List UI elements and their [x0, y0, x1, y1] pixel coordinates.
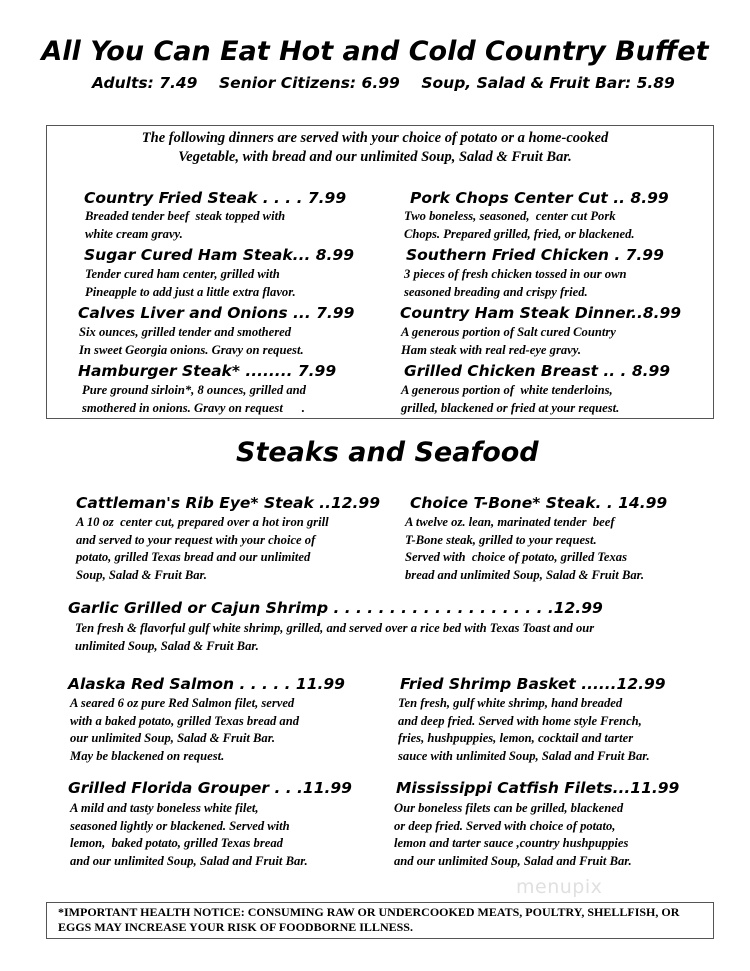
- menu-item-desc: A 10 oz center cut, prepared over a hot iron grill and served to your request with your choice of potato, grilled Texas bread and our unlimited Soup, Salad & Fruit Bar.: [76, 515, 329, 582]
- menu-item-desc: Ten fresh, gulf white shrimp, hand breaded and deep fried. Served with home style French, fries, hushpuppies, lemon, cocktail and tarter sauce with unlimited Soup, Salad and Fruit Bar.: [398, 696, 650, 763]
- menu-item-name: Grilled Chicken Breast .. . 8.99: [404, 362, 671, 380]
- dinners-intro-line2: Vegetable, with bread and our unlimited Soup, Salad & Fruit Bar.: [178, 149, 572, 165]
- menu-item-name: Sugar Cured Ham Steak... 8.99: [84, 246, 354, 264]
- price-line: Adults: 7.49 Senior Citizens: 6.99 Soup, Salad & Fruit Bar: 5.89: [92, 74, 675, 92]
- menu-item-name: Choice T-Bone* Steak. . 14.99: [410, 494, 668, 512]
- menu-item-desc: Pure ground sirloin*, 8 ounces, grilled and smothered in onions. Gravy on request .: [82, 383, 306, 415]
- menu-item-desc: A generous portion of white tenderloins, grilled, blackened or fried at your request.: [401, 383, 620, 415]
- menu-item-desc: A seared 6 oz pure Red Salmon filet, served with a baked potato, grilled Texas bread and our unlimited Soup, Salad & Fruit Bar. May be blackened on request.: [70, 696, 300, 763]
- menu-item-name: Garlic Grilled or Cajun Shrimp . . . . . . . . . . . . . . . . . . . .12.99: [68, 599, 603, 617]
- menupix-watermark: menupix: [516, 876, 603, 898]
- menu-item-desc: Ten fresh & flavorful gulf white shrimp, grilled, and served over a rice bed with Texas Toast and our unlimited Soup, Salad & Fruit Bar.: [75, 621, 595, 653]
- section-heading: Steaks and Seafood: [236, 437, 539, 468]
- menu-item-desc: A twelve oz. lean, marinated tender beef T-Bone steak, grilled to your request. Served with choice of potato, grilled Texas bread and unlimited Soup, Salad & Fruit Bar.: [405, 515, 644, 582]
- menu-item-name: Country Ham Steak Dinner..8.99: [400, 304, 682, 322]
- menu-item-name: Hamburger Steak* ........ 7.99: [78, 362, 337, 380]
- menu-item-desc: Six ounces, grilled tender and smothered In sweet Georgia onions. Gravy on request.: [79, 325, 304, 357]
- dinners-intro-line1: The following dinners are served with your choice of potato or a home-cooked: [141, 130, 609, 146]
- menu-item-desc: 3 pieces of fresh chicken tossed in our own seasoned breading and crispy fried.: [404, 267, 627, 299]
- menu-item-name: Country Fried Steak . . . . 7.99: [84, 189, 347, 207]
- menu-item-name: Cattleman's Rib Eye* Steak ..12.99: [76, 494, 380, 512]
- menu-item-desc: Breaded tender beef steak topped with white cream gravy.: [85, 209, 286, 241]
- menu-item-name: Mississippi Catfish Filets...11.99: [396, 779, 680, 797]
- menu-item-name: Fried Shrimp Basket ......12.99: [400, 675, 666, 693]
- menu-item-name: Alaska Red Salmon . . . . . 11.99: [68, 675, 345, 693]
- page-title: All You Can Eat Hot and Cold Country Buffet: [41, 36, 709, 67]
- menu-item-desc: Two boneless, seasoned, center cut Pork Chops. Prepared grilled, fried, or blackened.: [404, 209, 635, 241]
- menu-item-name: Southern Fried Chicken . 7.99: [406, 246, 664, 264]
- menu-item-name: Grilled Florida Grouper . . .11.99: [68, 779, 352, 797]
- menu-item-desc: Tender cured ham center, grilled with Pineapple to add just a little extra flavor.: [85, 267, 296, 299]
- health-notice-line2: EGGS MAY INCREASE YOUR RISK OF FOODBORNE ILLNESS.: [58, 920, 413, 934]
- menu-item-desc: A mild and tasty boneless white filet, seasoned lightly or blackened. Served with lemon, baked potato, grilled Texas bread and our unlimited Soup, Salad and Fruit Bar.: [70, 801, 308, 868]
- menu-item-name: Pork Chops Center Cut .. 8.99: [410, 189, 669, 207]
- menu-item-name: Calves Liver and Onions ... 7.99: [78, 304, 355, 322]
- menu-item-desc: Our boneless filets can be grilled, blackened or deep fried. Served with choice of potato, lemon and tarter sauce ,country hushpuppies and our unlimited Soup, Salad and Fruit Bar.: [394, 801, 632, 868]
- menu-item-desc: A generous portion of Salt cured Country Ham steak with real red-eye gravy.: [401, 325, 616, 357]
- health-notice-line1: *IMPORTANT HEALTH NOTICE: CONSUMING RAW OR UNDERCOOKED MEATS, POULTRY, SHELLFISH, OR: [58, 905, 680, 919]
